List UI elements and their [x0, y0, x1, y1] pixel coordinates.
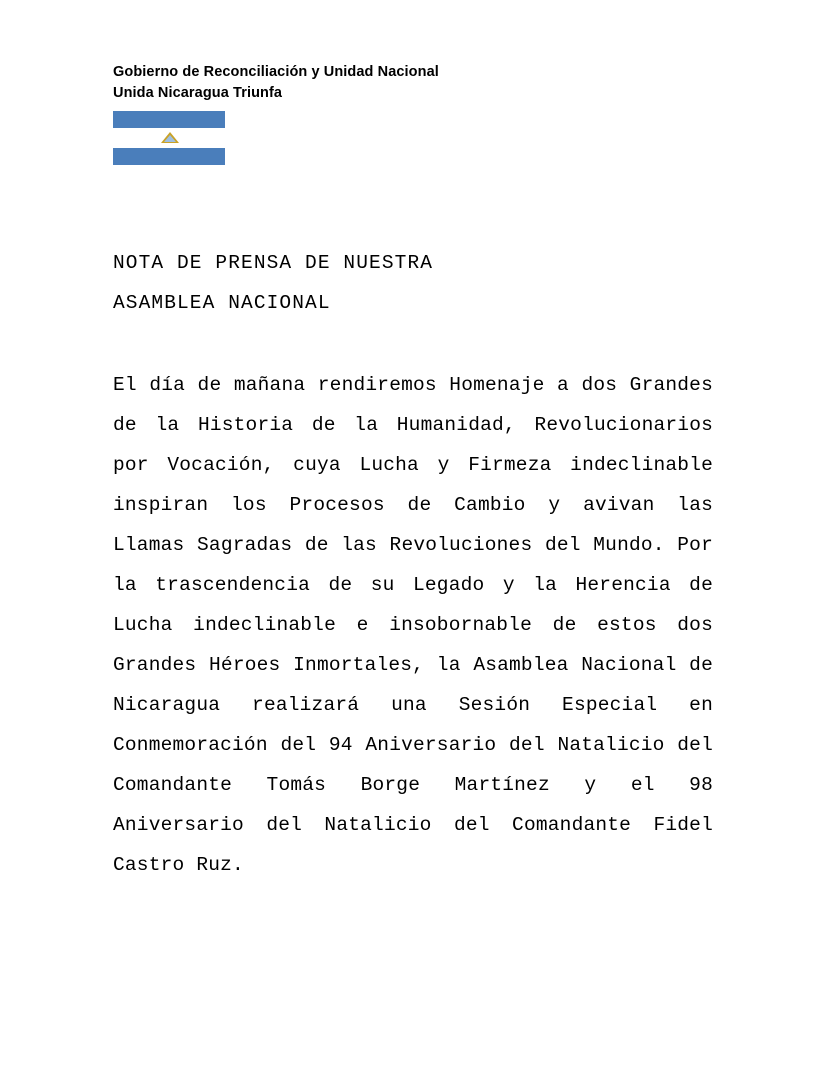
nicaragua-flag	[113, 111, 225, 165]
flag-stripe-top	[113, 111, 225, 128]
emblem-triangle-inner	[164, 135, 176, 142]
letterhead-line-1: Gobierno de Reconciliación y Unidad Nacional	[113, 64, 439, 80]
document-body	[113, 243, 713, 885]
nicaragua-coat-of-arms-icon	[157, 131, 182, 145]
body-paragraph: El día de mañana rendiremos Homenaje a dos Grandes de la Historia de la Humanidad, Revolucionarios por Vocación, cuya Lucha y Firmeza indeclinable inspiran los Procesos de Cambio y avivan las Llamas Sagradas de las Revoluciones del Mundo. Por la trascendencia de su Legado y la Herencia de Lucha indeclinable e insobornable de estos dos Grandes Héroes Inmortales, la Asamblea Nacional de Nicaragua realizará una Sesión Especial en Conmemoración del 94 Aniversario del Natalicio del Comandante Tomás Borge Martínez y el 98 Aniversario del Natalicio del Comandante Fidel Castro Ruz.	[113, 374, 713, 876]
flag-stripe-bottom	[113, 148, 225, 165]
letterhead	[113, 62, 713, 104]
letterhead-line-2: Unida Nicaragua Triunfa	[113, 85, 283, 101]
page-title-line-1: NOTA DE PRENSA DE NUESTRA	[113, 252, 434, 274]
page-title-line-2: ASAMBLEA NACIONAL	[113, 292, 331, 314]
